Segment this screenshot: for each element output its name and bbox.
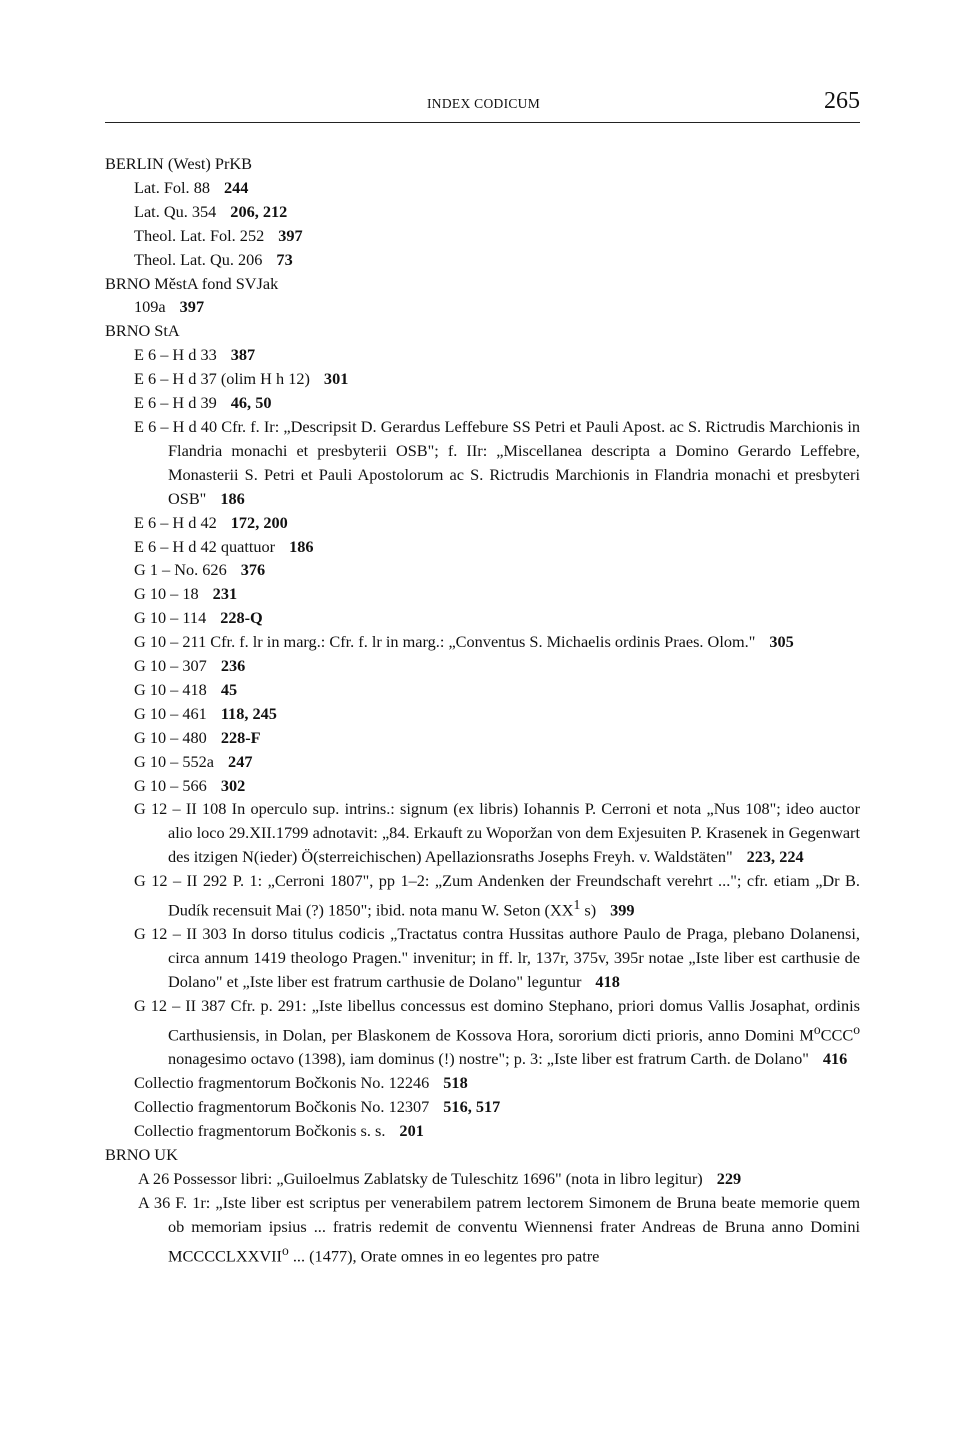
- index-entry: G 1 – No. 626 376: [134, 560, 266, 580]
- index-entry: E 6 – H d 40 Cfr. f. Ir: „Descripsit D. Gerardus Leffebure SS Petri et Pauli Apost. ac S. Rictrudis Marchionis in Flandria monachi et presbyterii OSB"; f. IIr: „Miscellanea descripta a Domino Gerardo Leffebre, Monasterii S. Petri et Pauli Apostolorum ac S. Rictrudis Marchionis in Flandria monachi et presbyteri OSB" 186: [134, 416, 860, 508]
- page-refs: 397: [179, 297, 205, 317]
- page-refs: 73: [276, 249, 293, 269]
- page-refs: 516, 517: [443, 1097, 501, 1117]
- page-refs: 223, 224: [746, 847, 804, 867]
- page-refs: 376: [240, 560, 266, 580]
- index-entry: E 6 – H d 39 46, 50: [134, 393, 272, 413]
- index-entry: Collectio fragmentorum Bočkonis No. 12307 516, 517: [134, 1097, 501, 1117]
- index-entry: G 12 – II 292 P. 1: „Cerroni 1807", pp 1–2: „Zum Andenken der Freundschaft verehrt ..."; cfr. etiam „Dr B. Dudík recensuit Mai (?) 1850"; ibid. nota manu W. Seton ($XX^1$ s) 399: [134, 871, 860, 920]
- page-refs: 305: [769, 632, 794, 652]
- page-refs: 397: [278, 225, 303, 245]
- page-refs: 302: [220, 775, 246, 795]
- index-entry: A 36 F. 1r: „Iste liber est scriptus per venerabilem patrem lectorem Simonem de Bruna beate memorie quem ob memoriam ipsius ... fratris redemit de conventu Wiennensi frater Andreas de Bruna anno Domini MCCCCLXXVII$^o$ ... (1477), Orate omnes in eo legentes pro patre: [138, 1192, 860, 1266]
- page-refs: 46, 50: [230, 393, 272, 413]
- page-refs: 201: [399, 1121, 424, 1141]
- page-number: 265: [824, 88, 860, 114]
- index-entry: G 10 – 211 Cfr. f. lr in marg.: Cfr. f. lr in marg.: „Conventus S. Michaelis ordinis Praes. Olom." 305: [134, 632, 794, 652]
- index-entry: G 10 – 552a 247: [134, 751, 253, 771]
- index-entry: Theol. Lat. Qu. 206 73: [134, 249, 293, 269]
- page-refs: 244: [223, 177, 249, 197]
- page-refs: 301: [323, 369, 349, 389]
- page-refs: 387: [230, 345, 256, 365]
- page-refs: 45: [220, 679, 238, 699]
- library-heading: BRNO MěstA fond SVJak: [105, 273, 279, 293]
- library-heading: BERLIN (West) PrKB: [105, 154, 253, 173]
- index-entry: G 10 – 461 118, 245: [134, 703, 277, 723]
- page-refs: 416: [822, 1049, 848, 1069]
- index-entry: Theol. Lat. Fol. 252 397: [134, 225, 303, 245]
- index-entry: E 6 – H d 37 (olim H h 12) 301: [134, 369, 349, 389]
- library-heading: BRNO StA: [105, 321, 180, 341]
- index-entry: G 10 – 18 231: [134, 584, 238, 604]
- page-refs: 236: [220, 656, 246, 676]
- index-entry: Collectio fragmentorum Bočkonis s. s. 201: [134, 1121, 424, 1141]
- page-refs: 118, 245: [220, 703, 277, 723]
- index-entry: G 10 – 114 228-Q: [134, 608, 263, 628]
- superscript: o: [281, 1242, 289, 1258]
- page-refs: 228-F: [220, 727, 261, 747]
- index-entry: G 12 – II 303 In dorso titulus codicis „Tractatus contra Hussitas authore Paulo de Praga, plebano Dolanensi, circa annum 1419 theologo Pragen." invenitur; in ff. lr, 137r, 375v, 395r notae „Iste liber est carthusie de Dolano" et „Iste liber est fratrum carthusie de Dolano" leguntur 418: [134, 924, 860, 992]
- page-refs: 186: [220, 488, 245, 508]
- index-entry: G 10 – 418 45: [134, 679, 238, 699]
- running-header: [105, 88, 860, 128]
- index-entry: E 6 – H d 33 387: [134, 345, 256, 365]
- page-refs: 247: [228, 751, 253, 771]
- library-heading: BRNO UK: [105, 1145, 178, 1164]
- page-refs: 518: [443, 1073, 468, 1093]
- header-rule: [105, 122, 860, 123]
- page-refs: 228-Q: [220, 608, 263, 628]
- index-entry: G 12 – II 387 Cfr. p. 291: „Iste libellus concessus est domino Stephano, priori domus Vallis Josaphat, ordinis Carthusiensis, in Dolan, per Blaskonem de Kossova Hora, sororium dicti prioris, anno Domini $M^oCCC^o$ nonagesimo octavo (1398), iam dominus (!) nostre"; p. 3: „Iste liber est fratrum Carth. de Dolano" 416: [134, 996, 860, 1069]
- page-refs: 186: [289, 536, 314, 556]
- page-refs: 229: [716, 1168, 742, 1188]
- page-refs: 172, 200: [230, 512, 288, 532]
- index-entry: G 10 – 480 228-F: [134, 727, 261, 747]
- superscript: 1: [573, 897, 581, 913]
- superscript: o: [853, 1022, 860, 1038]
- index-entry: E 6 – H d 42 172, 200: [134, 512, 288, 532]
- page-refs: 231: [212, 584, 238, 604]
- index-entry: Collectio fragmentorum Bočkonis No. 12246 518: [134, 1073, 468, 1093]
- page-refs: 206, 212: [230, 201, 288, 221]
- index-entry: G 12 – II 108 In operculo sup. intrins.: signum (ex libris) Iohannis P. Cerroni et nota „Nus 108"; ideo auctor alio loco 29.XII.1799 adnotavit: „84. Erkauft zu Woporžan von dem Exjesuiten P. Krasenek in Gegenwart des itzigen N(ieder) Ö(sterreichischen) Apellazionsraths Josephs Freyh. v. Waldstäten" 223, 224: [134, 799, 860, 867]
- index-entry: E 6 – H d 42 quattuor 186: [134, 536, 314, 556]
- index-entry: 109a 397: [134, 297, 205, 317]
- page-refs: 399: [610, 900, 635, 920]
- index-entries: [105, 152, 860, 1268]
- index-entry: A 26 Possessor libri: „Guiloelmus Zablatsky de Tuleschitz 1696" (nota in libro legitur) 229: [138, 1168, 742, 1188]
- superscript: o: [813, 1022, 821, 1038]
- index-entry: Lat. Fol. 88 244: [134, 177, 249, 197]
- page-refs: 418: [595, 972, 620, 992]
- header-title: INDEX CODICUM: [427, 96, 541, 111]
- index-entry: Lat. Qu. 354 206, 212: [134, 201, 288, 221]
- index-entry: G 10 – 566 302: [134, 775, 246, 795]
- index-entry: G 10 – 307 236: [134, 656, 246, 676]
